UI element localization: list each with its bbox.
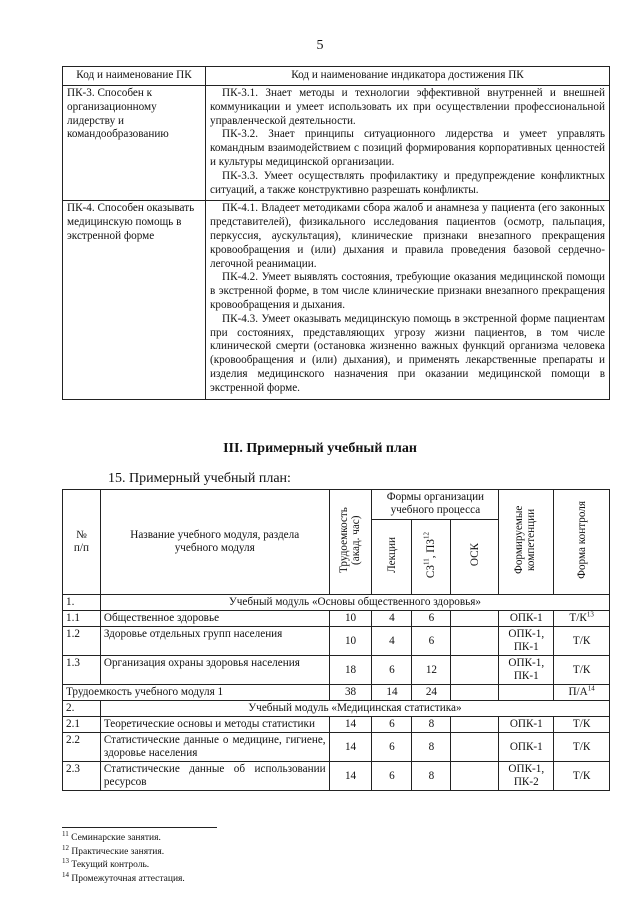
row-sz: 8 bbox=[412, 762, 451, 791]
table-row bbox=[63, 717, 610, 733]
table-row bbox=[63, 733, 610, 762]
header-forms-text: Формы организации учебного процесса bbox=[386, 491, 485, 517]
indicator-item: ПК-4.2. Умеет выявлять состояния, требующие оказания медицинской помощи в экстренной форме, в том числе клинические признаки внезапного прекращения кровообращения и дыхания. bbox=[210, 271, 605, 311]
row-control-footnote-ref: 13 bbox=[586, 610, 594, 619]
row-sz: 6 bbox=[412, 627, 451, 656]
row-hours: 14 bbox=[329, 733, 372, 762]
row-name: Теоретические основы и методы статистики bbox=[100, 717, 329, 733]
header-forms-group bbox=[372, 490, 499, 520]
header-sz-pz-text bbox=[422, 531, 438, 578]
row-lectures: 6 bbox=[372, 762, 412, 791]
sz-label: СЗ bbox=[425, 564, 438, 578]
row-lectures: 4 bbox=[372, 611, 412, 627]
row-lectures: 4 bbox=[372, 627, 412, 656]
module-total-row bbox=[63, 685, 610, 701]
row-name: Организация охраны здоровья населения bbox=[100, 656, 329, 685]
row-control: Т/К bbox=[554, 627, 610, 656]
row-num: 1.2 bbox=[63, 627, 101, 656]
row-control-text: Т/К bbox=[569, 612, 587, 624]
row-control bbox=[554, 611, 610, 627]
header-control-text: Форма контроля bbox=[575, 501, 588, 579]
row-osk bbox=[451, 733, 499, 762]
header-control bbox=[554, 490, 610, 595]
row-lectures: 6 bbox=[372, 656, 412, 685]
table-row bbox=[63, 611, 610, 627]
row-name: Здоровье отдельных групп населения bbox=[100, 627, 329, 656]
total-label: Трудоемкость учебного модуля 1 bbox=[63, 685, 330, 701]
row-name: Статистические данные об использовании ресурсов bbox=[100, 762, 329, 791]
footnote bbox=[62, 843, 185, 860]
header-sz-pz bbox=[412, 519, 451, 594]
competence-table-header bbox=[63, 67, 610, 86]
row-hours: 14 bbox=[329, 717, 372, 733]
row-num: 1.3 bbox=[63, 656, 101, 685]
row-name: Статистические данные о медицине, гигиене, здоровье населения bbox=[100, 733, 329, 762]
header-osk bbox=[451, 519, 499, 594]
row-osk bbox=[451, 627, 499, 656]
row-osk bbox=[451, 717, 499, 733]
competence-row bbox=[63, 86, 610, 201]
footnote-text: Промежуточная аттестация. bbox=[71, 873, 185, 884]
module-title: Учебный модуль «Медицинская статистика» bbox=[100, 701, 609, 717]
page-number: 5 bbox=[316, 38, 324, 53]
pz-label: , ПЗ bbox=[425, 538, 438, 559]
header-indicator: Код и наименование индикатора достижения ПК bbox=[206, 67, 610, 86]
row-competence: ОПК-1 bbox=[499, 717, 554, 733]
row-control: Т/К bbox=[554, 762, 610, 791]
header-name bbox=[100, 490, 329, 595]
total-lectures: 14 bbox=[372, 685, 412, 701]
curriculum-table bbox=[62, 489, 610, 791]
row-num: 2.3 bbox=[63, 762, 101, 791]
module-title: Учебный модуль «Основы общественного здоровья» bbox=[100, 595, 609, 611]
row-sz: 8 bbox=[412, 717, 451, 733]
footnote bbox=[62, 856, 185, 873]
table-row bbox=[63, 627, 610, 656]
module-num: 1. bbox=[63, 595, 101, 611]
sz-footnote-ref: 11 bbox=[422, 558, 431, 565]
header-hours-text: Трудоемкость (акад. час) bbox=[337, 507, 362, 573]
indicator-list bbox=[206, 86, 610, 201]
pz-footnote-ref: 12 bbox=[422, 531, 431, 539]
competence-row bbox=[63, 201, 610, 399]
header-competences-text: Формируемые компетенции bbox=[513, 505, 538, 575]
row-competence: ОПК-1, ПК-1 bbox=[499, 656, 554, 685]
competence-name: ПК-4. Способен оказывать медицинскую помощь в экстренной форме bbox=[63, 201, 206, 399]
row-competence: ОПК-1 bbox=[499, 611, 554, 627]
table-row bbox=[63, 762, 610, 791]
total-competence bbox=[499, 685, 554, 701]
total-control-text: П/А bbox=[568, 686, 588, 698]
row-num: 2.1 bbox=[63, 717, 101, 733]
footnote bbox=[62, 829, 185, 846]
total-control bbox=[554, 685, 610, 701]
row-hours: 10 bbox=[329, 627, 372, 656]
indicator-item: ПК-3.2. Знает принципы ситуационного лидерства и умеет управлять командным взаимодействием с позиций формирования корпоративных ценностей и культуры медицинской организации. bbox=[210, 128, 605, 168]
total-hours: 38 bbox=[329, 685, 372, 701]
row-hours: 18 bbox=[329, 656, 372, 685]
curriculum-header-row bbox=[63, 490, 610, 520]
footnote-number: 12 bbox=[62, 843, 69, 852]
row-name: Общественное здоровье bbox=[100, 611, 329, 627]
indicator-item: ПК-4.1. Владеет методиками сбора жалоб и анамнеза у пациента (его законных представителей), физикального исследования пациентов (осмотр, пальпация, перкуссия, аускультация), клинические признаки внезапного прекращения кровообращения и (или) дыхания и правила проведения базовой сердечно-легочной реанимации. bbox=[210, 202, 605, 270]
header-lectures bbox=[372, 519, 412, 594]
row-num: 1.1 bbox=[63, 611, 101, 627]
footnotes bbox=[62, 829, 185, 886]
indicator-list bbox=[206, 201, 610, 399]
row-lectures: 6 bbox=[372, 733, 412, 762]
row-competence: ОПК-1 bbox=[499, 733, 554, 762]
row-osk bbox=[451, 762, 499, 791]
row-competence: ОПК-1, ПК-1 bbox=[499, 627, 554, 656]
header-name-text: Название учебного модуля, раздела учебного модуля bbox=[130, 529, 300, 554]
competence-name: ПК-3. Способен к организационному лидерству и командообразованию bbox=[63, 86, 206, 201]
module-num: 2. bbox=[63, 701, 101, 717]
header-competences bbox=[499, 490, 554, 595]
header-num bbox=[63, 490, 101, 595]
row-num: 2.2 bbox=[63, 733, 101, 762]
footnote-number: 11 bbox=[62, 829, 69, 838]
section-title: III. Примерный учебный план bbox=[223, 441, 417, 456]
competence-table bbox=[62, 66, 610, 400]
total-control-footnote-ref: 14 bbox=[587, 684, 595, 693]
total-sz: 24 bbox=[412, 685, 451, 701]
row-osk bbox=[451, 611, 499, 627]
row-sz: 8 bbox=[412, 733, 451, 762]
header-hours bbox=[329, 490, 372, 595]
footnote-number: 14 bbox=[62, 870, 69, 879]
table-row bbox=[63, 656, 610, 685]
header-competence: Код и наименование ПК bbox=[63, 67, 206, 86]
header-osk-text: ОСК bbox=[468, 543, 481, 567]
row-hours: 10 bbox=[329, 611, 372, 627]
module-row bbox=[63, 595, 610, 611]
footnote bbox=[62, 870, 185, 887]
row-sz: 12 bbox=[412, 656, 451, 685]
footnote-text: Текущий контроль. bbox=[71, 860, 150, 870]
row-osk bbox=[451, 656, 499, 685]
row-control: Т/К bbox=[554, 656, 610, 685]
total-osk bbox=[451, 685, 499, 701]
indicator-item: ПК-3.1. Знает методы и технологии эффективной внутренней и внешней коммуникации и умеет использовать их при осуществлении профессиональной управленческой деятельности. bbox=[210, 87, 605, 127]
row-lectures: 6 bbox=[372, 717, 412, 733]
footnote-text: Семинарские занятия. bbox=[71, 833, 161, 843]
row-control: Т/К bbox=[554, 733, 610, 762]
plan-caption: 15. Примерный учебный план: bbox=[108, 471, 291, 486]
module-row bbox=[63, 701, 610, 717]
footnote-divider bbox=[62, 827, 217, 828]
footnote-number: 13 bbox=[62, 856, 69, 865]
row-control: Т/К bbox=[554, 717, 610, 733]
header-lectures-text: Лекции bbox=[385, 536, 398, 573]
header-num-text: № п/п bbox=[73, 529, 89, 554]
indicator-item: ПК-4.3. Умеет оказывать медицинскую помощь в экстренной форме пациентам при состояниях, представляющих угрозу жизни пациентов, в том числе клинической смерти (остановка жизненно важных функций организма человека (кровообращения и (или) дыхания), и применять лекарственные препараты и изделия медицинского назначения при оказании медицинской помощи в экстренной форме. bbox=[210, 312, 605, 394]
footnote-text: Практические занятия. bbox=[71, 846, 165, 857]
indicator-item: ПК-3.3. Умеет осуществлять профилактику и предупреждение конфликтных ситуаций, а также конструктивно разрешать конфликты. bbox=[210, 169, 605, 196]
row-competence: ОПК-1, ПК-2 bbox=[499, 762, 554, 791]
row-sz: 6 bbox=[412, 611, 451, 627]
row-hours: 14 bbox=[329, 762, 372, 791]
